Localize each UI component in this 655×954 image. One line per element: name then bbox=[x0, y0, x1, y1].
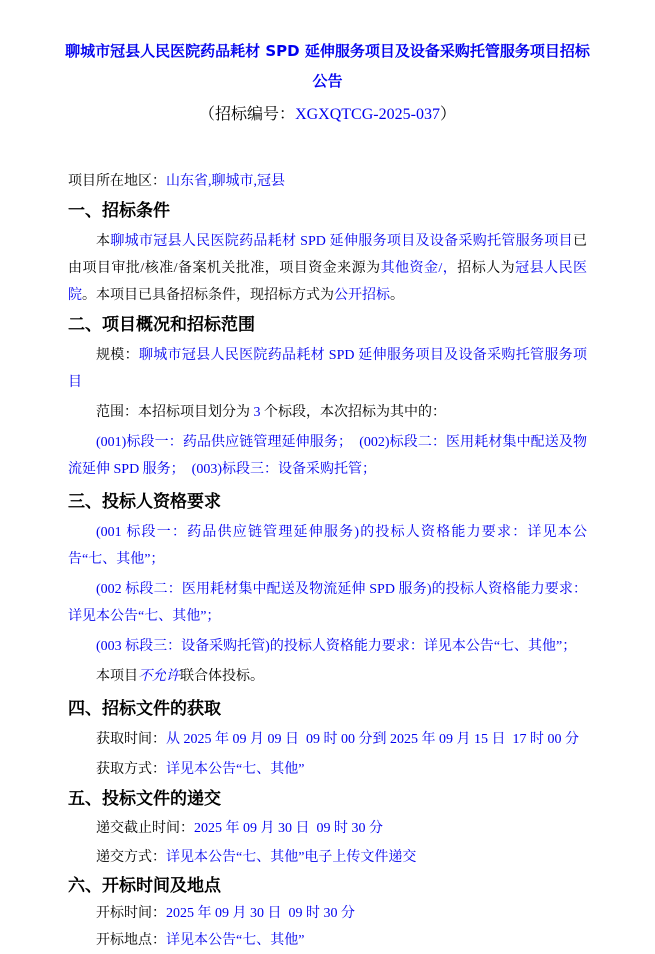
section-2-heading: 二、项目概况和招标范围 bbox=[68, 315, 255, 335]
obtain-time-line bbox=[68, 726, 587, 753]
submission-method-line bbox=[68, 844, 587, 871]
lot3-qualification-text: (003 标段三：设备采购托管)的投标人资格能力要求：详见本公告“七、其他”； bbox=[96, 639, 577, 654]
opening-place-line bbox=[68, 927, 587, 954]
submission-method-value: 详见本公告“七、其他”电子上传文件递交 bbox=[166, 850, 417, 865]
opening-place-value: 详见本公告“七、其他” bbox=[166, 933, 305, 948]
document-title: 聊城市冠县人民医院药品耗材 SPD 延伸服务项目及设备采购托管服务项目招标公告 bbox=[65, 42, 590, 90]
opening-time-label: 开标时间： bbox=[96, 906, 166, 921]
run-tenderer-label: 招标人为 bbox=[457, 261, 516, 276]
scale-label: 规模： bbox=[96, 348, 139, 363]
project-scale-line bbox=[68, 342, 587, 396]
obtain-method-value: 详见本公告“七、其他” bbox=[166, 762, 305, 777]
consortium-suffix: 联合体投标。 bbox=[180, 669, 264, 684]
section-4-heading: 四、招标文件的获取 bbox=[68, 699, 221, 719]
bidding-conditions-paragraph bbox=[68, 228, 587, 309]
tender-number-line bbox=[68, 104, 587, 126]
opening-time-line bbox=[68, 900, 587, 927]
lot2-qualification-paragraph bbox=[68, 576, 587, 630]
region-value: 山东省,聊城市,冠县 bbox=[166, 174, 285, 189]
run-approval-text: 已由项目审批/核准/备案机关批准，项目资金来源为 bbox=[68, 234, 587, 276]
scale-value: 聊城市冠县人民医院药品耗材 SPD 延伸服务项目及设备采购托管服务项目 bbox=[68, 348, 587, 390]
tender-number-prefix: （招标编号： bbox=[199, 106, 296, 123]
section-5-block bbox=[68, 786, 587, 871]
obtain-method-line bbox=[68, 756, 587, 783]
submission-deadline-value: 2025 年 09 月 30 日 09 时 30 分 bbox=[194, 821, 383, 836]
consortium-prefix: 本项目 bbox=[96, 669, 138, 684]
section-6-heading: 六、开标时间及地点 bbox=[68, 876, 221, 896]
section-5-heading: 五、投标文件的递交 bbox=[68, 789, 221, 809]
region-label: 项目所在地区： bbox=[68, 174, 166, 189]
lot2-qualification-text: (002 标段二：医用耗材集中配送及物流延伸 SPD 服务)的投标人资格能力要求：详见本公告“七、其他”； bbox=[68, 582, 587, 624]
run-prefix: 本 bbox=[96, 234, 111, 249]
tender-number: XGXQTCG-2025-037 bbox=[295, 106, 440, 123]
lot3-qualification-paragraph bbox=[68, 633, 587, 660]
consortium-rule-line bbox=[68, 663, 587, 690]
section-1-heading: 一、招标条件 bbox=[68, 201, 170, 221]
submission-deadline-label: 递交截止时间： bbox=[96, 821, 194, 836]
lots-list-text: (001)标段一：药品供应链管理延伸服务； (002)标段二：医用耗材集中配送及物流延伸 SPD 服务； (003)标段三：设备采购托管； bbox=[68, 435, 587, 477]
run-fund-source: 其他资金/， bbox=[380, 261, 458, 276]
run-project-name: 聊城市冠县人民医院药品耗材 SPD 延伸服务项目及设备采购托管服务项目 bbox=[110, 234, 573, 249]
section-6-block bbox=[68, 873, 587, 954]
submission-deadline-line bbox=[68, 815, 587, 842]
section-3-heading: 三、投标人资格要求 bbox=[68, 492, 221, 512]
run-period: 。 bbox=[390, 288, 404, 303]
lot1-qualification-text: (001 标段一：药品供应链管理延伸服务)的投标人资格能力要求：详见本公告“七、其他”； bbox=[68, 525, 587, 567]
scope-suffix: 个标段，本次招标为其中的： bbox=[260, 405, 446, 420]
run-bid-method: 公开招标 bbox=[334, 288, 390, 303]
consortium-not-allowed: 不允许 bbox=[138, 669, 180, 684]
tender-number-suffix: ） bbox=[439, 106, 456, 123]
scope-prefix: 范围：本招标项目划分为 bbox=[96, 405, 254, 420]
opening-place-label: 开标地点： bbox=[96, 933, 166, 948]
run-tenderer-name: 冠县人民医院 bbox=[68, 261, 588, 303]
project-scope-line bbox=[68, 399, 587, 426]
obtain-method-label: 获取方式： bbox=[96, 762, 166, 777]
run-conditions-text: 。本项目已具备招标条件，现招标方式为 bbox=[82, 288, 334, 303]
lots-list-paragraph bbox=[68, 429, 587, 483]
obtain-time-label: 获取时间： bbox=[96, 732, 166, 747]
lot1-qualification-paragraph bbox=[68, 519, 587, 573]
scope-lot-count: 3 bbox=[253, 405, 261, 420]
obtain-time-value: 从 2025 年 09 月 09 日 09 时 00 分到 2025 年 09 月 15 日 17 时 00 分 bbox=[166, 732, 579, 747]
submission-method-label: 递交方式： bbox=[96, 850, 166, 865]
project-region-line bbox=[68, 168, 587, 195]
opening-time-value: 2025 年 09 月 30 日 09 时 30 分 bbox=[166, 906, 355, 921]
